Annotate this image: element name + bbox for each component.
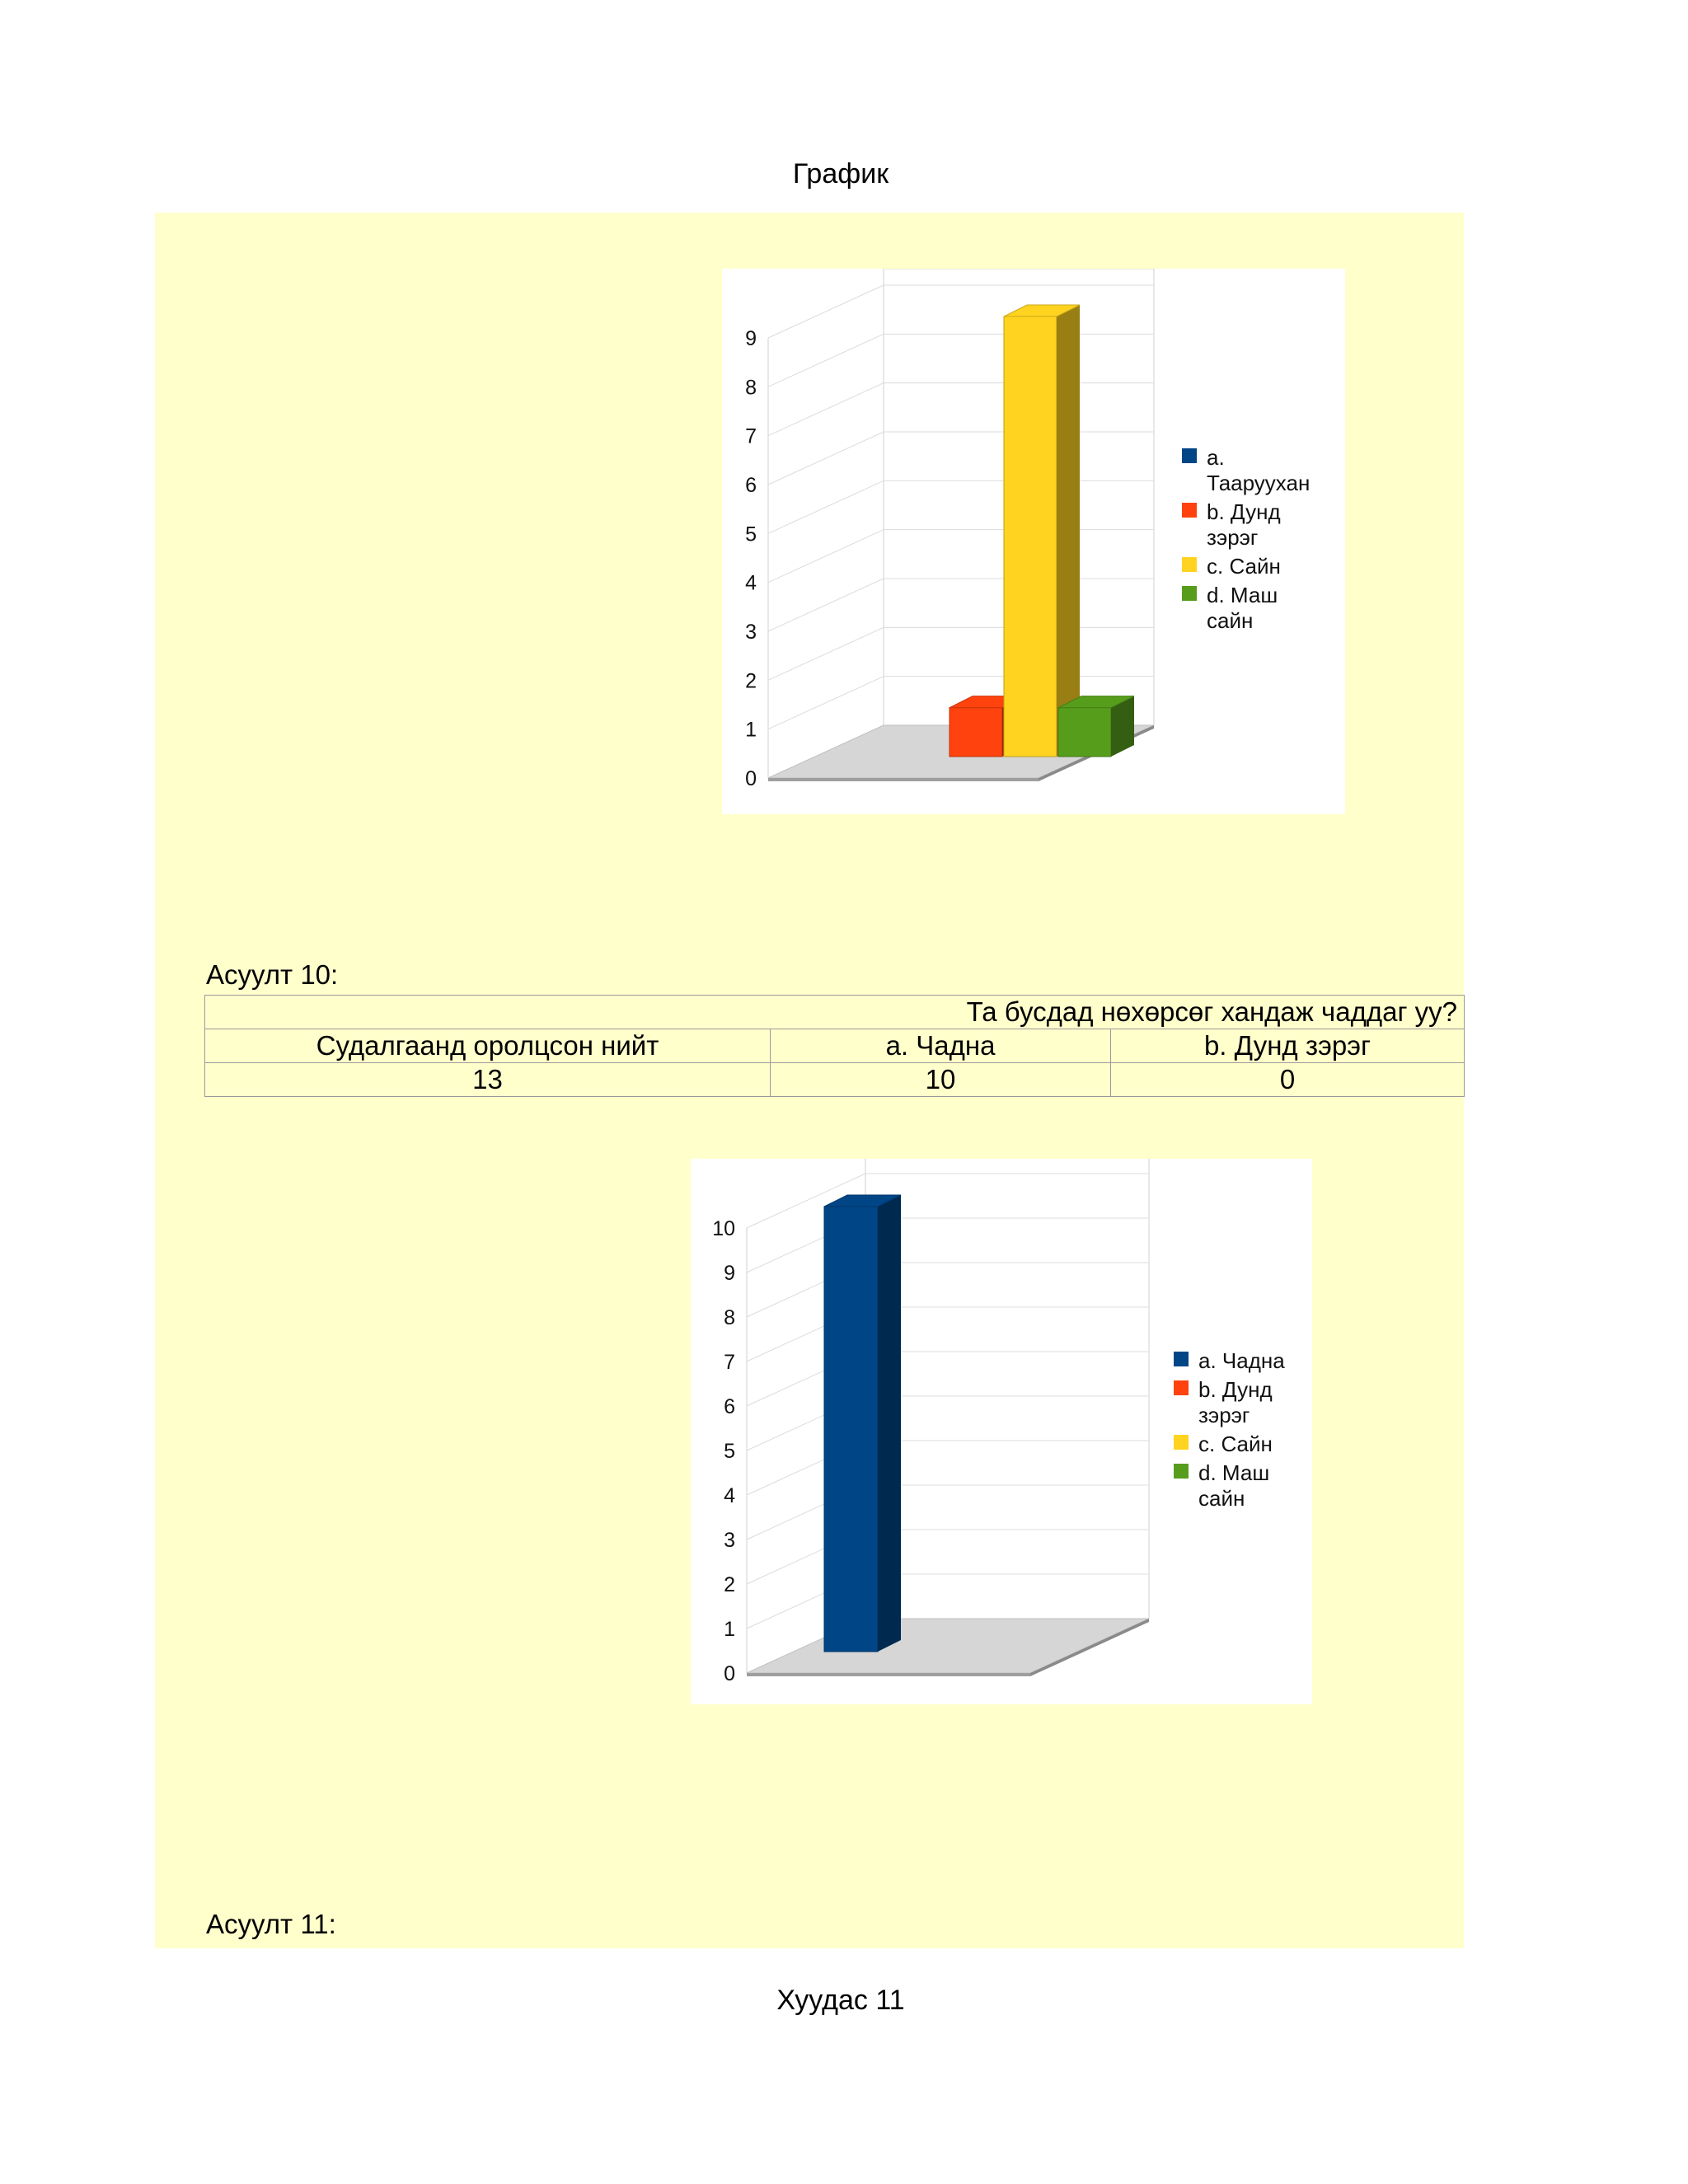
- legend-swatch: [1174, 1464, 1189, 1479]
- chart-floor-edge: [768, 778, 1039, 781]
- chart-bar: [824, 1207, 878, 1652]
- gridline-side: [768, 530, 884, 583]
- table-cell: 10: [771, 1063, 1111, 1097]
- chart-floor: [747, 1619, 1149, 1673]
- legend-swatch: [1174, 1380, 1189, 1395]
- legend-item-label: зэрэг: [1198, 1403, 1250, 1427]
- chart-bar: [950, 708, 1002, 757]
- y-tick-label: 4: [724, 1484, 735, 1507]
- legend-item-label: сайн: [1207, 608, 1254, 633]
- question-11-label: Асуулт 11:: [206, 1909, 336, 1939]
- chart-floor-edge: [747, 1673, 1030, 1676]
- y-tick-label: 0: [745, 767, 757, 790]
- chart-1-canvas: [722, 269, 1345, 814]
- table-header-cell: a. Чадна: [771, 1029, 1111, 1063]
- table-header-cell: Судалгаанд оролцсон нийт: [205, 1029, 771, 1063]
- y-tick-label: 9: [724, 1262, 735, 1285]
- gridline-side: [768, 677, 884, 729]
- y-tick-label: 9: [745, 327, 757, 350]
- chart-bar-side: [878, 1195, 901, 1652]
- table-row: [205, 1063, 1465, 1097]
- y-tick-label: 6: [745, 474, 757, 497]
- gridline-side: [768, 627, 884, 680]
- legend-swatch: [1182, 503, 1197, 518]
- chart-bar: [1058, 708, 1111, 757]
- y-tick-label: 2: [724, 1573, 735, 1596]
- legend-item-label: Таaруухан: [1207, 471, 1311, 495]
- table-header-cell: b. Дунд зэрэг: [1111, 1029, 1465, 1063]
- y-tick-label: 6: [724, 1395, 735, 1418]
- y-tick-label: 8: [724, 1306, 735, 1329]
- legend-item-label: c. Сайн: [1207, 554, 1281, 579]
- y-tick-label: 7: [745, 424, 757, 448]
- legend-item-label: c. Сайн: [1198, 1432, 1273, 1456]
- legend-swatch: [1174, 1352, 1189, 1366]
- y-tick-label: 3: [724, 1529, 735, 1552]
- gridline-side: [768, 334, 884, 387]
- chart-2-canvas: [691, 1159, 1312, 1704]
- legend-item-label: b. Дунд: [1198, 1377, 1273, 1402]
- page-footer: Хуудас 11: [776, 1985, 905, 2016]
- question-10-label: Асуулт 10:: [206, 959, 339, 990]
- legend-item-label: d. Маш: [1207, 583, 1278, 607]
- gridline-side: [768, 480, 884, 533]
- chart-bar: [1004, 316, 1057, 757]
- y-tick-label: 5: [745, 523, 757, 546]
- y-tick-label: 1: [724, 1618, 735, 1641]
- table-row: [205, 1029, 1465, 1063]
- gridline-side: [768, 383, 884, 436]
- page-header-title: График: [792, 158, 889, 190]
- legend-swatch: [1182, 448, 1197, 463]
- gridline-side: [768, 579, 884, 631]
- legend-item-label: d. Маш: [1198, 1460, 1270, 1485]
- legend-item-label: a.: [1207, 445, 1225, 470]
- gridline-side: [768, 285, 884, 338]
- legend-item-label: зэрэг: [1207, 525, 1259, 550]
- table-cell: 13: [205, 1063, 771, 1097]
- table-cell: 0: [1111, 1063, 1465, 1097]
- y-tick-label: 0: [724, 1662, 735, 1685]
- y-tick-label: 5: [724, 1440, 735, 1463]
- legend-swatch: [1182, 557, 1197, 572]
- question-10-table: [204, 995, 1465, 1097]
- legend-item-label: сайн: [1198, 1486, 1245, 1511]
- y-tick-label: 4: [745, 571, 757, 595]
- y-tick-label: 2: [745, 669, 757, 693]
- y-tick-label: 7: [724, 1351, 735, 1374]
- legend-item-label: a. Чадна: [1198, 1348, 1285, 1373]
- question-10-text: Та бусдад нөхөрсөг хандаж чаддаг уу?: [205, 996, 1465, 1029]
- table-row: [205, 996, 1465, 1029]
- y-tick-label: 3: [745, 621, 757, 644]
- chart-1: [722, 269, 1345, 814]
- legend-swatch: [1174, 1435, 1189, 1450]
- legend-swatch: [1182, 586, 1197, 601]
- chart-bar-side: [1057, 305, 1080, 757]
- y-tick-label: 8: [745, 376, 757, 400]
- y-tick-label: 10: [712, 1217, 735, 1240]
- chart-2: [691, 1159, 1312, 1704]
- gridline-side: [768, 432, 884, 485]
- y-tick-label: 1: [745, 718, 757, 742]
- legend-item-label: b. Дунд: [1207, 499, 1281, 524]
